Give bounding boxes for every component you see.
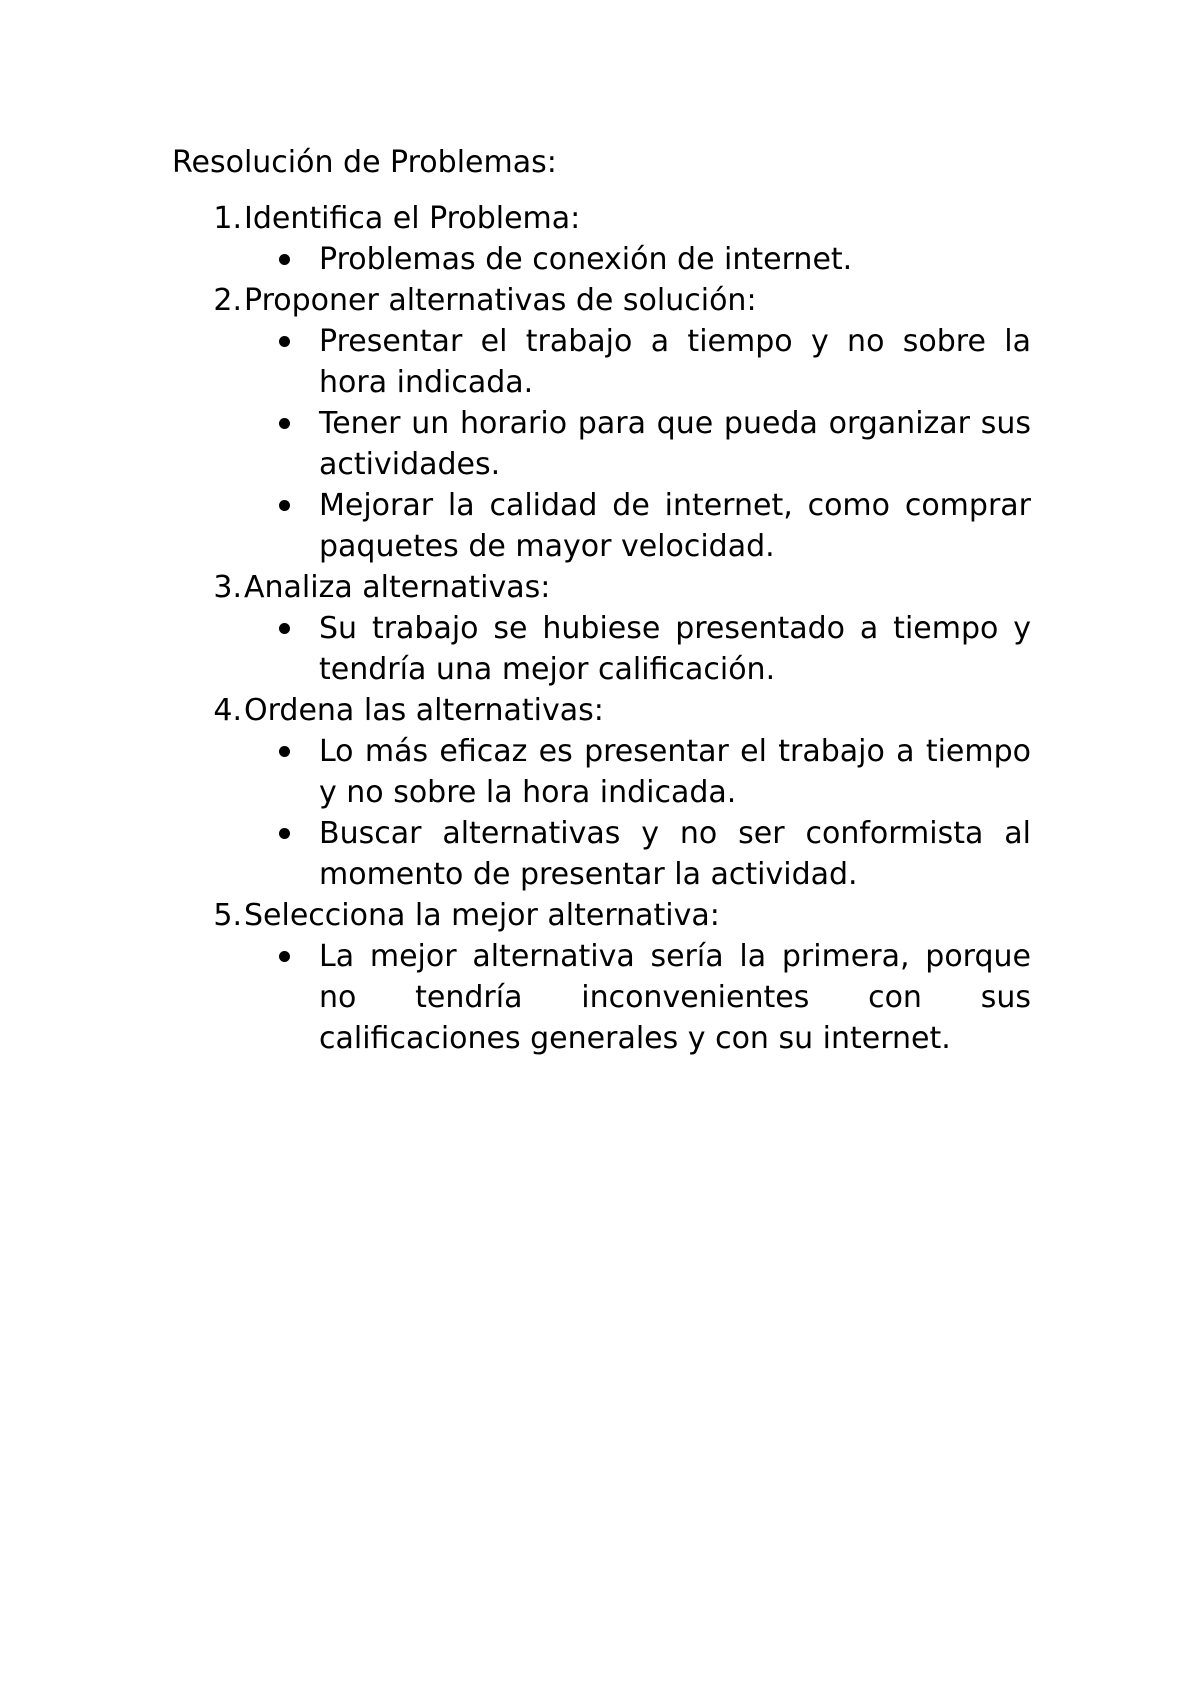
step-label: Identifica el Problema: <box>244 201 581 236</box>
bullet-item <box>0 239 1031 280</box>
step-item <box>0 280 1200 567</box>
step-heading <box>0 895 1200 936</box>
document-title: Resolución de Problemas: <box>172 145 557 180</box>
bullet-text: Mejorar la calidad de internet, como comprar paquetes de mayor velocidad. <box>319 488 1031 564</box>
step-number: 5. <box>213 898 242 933</box>
bullet-dot-icon <box>279 418 290 429</box>
bullet-text: Problemas de conexión de internet. <box>319 242 853 277</box>
steps-list <box>0 198 1200 1059</box>
step-item <box>0 198 1200 280</box>
bullet-text: Lo más eficaz es presentar el trabajo a tiempo y no sobre la hora indicada. <box>319 734 1031 810</box>
step-item <box>0 690 1200 895</box>
step-number: 2. <box>213 283 242 318</box>
bullet-item <box>0 936 1031 1059</box>
bullet-text: Tener un horario para que pueda organizar sus actividades. <box>319 406 1031 482</box>
bullet-dot-icon <box>279 746 290 757</box>
step-heading <box>0 280 1200 321</box>
bullet-text: Su trabajo se hubiese presentado a tiempo y tendría una mejor calificación. <box>319 611 1031 687</box>
bullet-list <box>0 731 1200 895</box>
bullet-dot-icon <box>279 254 290 265</box>
step-label: Ordena las alternativas: <box>244 693 604 728</box>
step-heading <box>0 690 1200 731</box>
bullet-dot-icon <box>279 828 290 839</box>
bullet-text: La mejor alternativa sería la primera, porque no tendría inconvenientes con sus calificaciones generales y con su internet. <box>319 939 1031 1056</box>
bullet-dot-icon <box>279 951 290 962</box>
step-item <box>0 895 1200 1059</box>
step-heading <box>0 567 1200 608</box>
bullet-item <box>0 813 1031 895</box>
bullet-list <box>0 608 1200 690</box>
bullet-item <box>0 403 1031 485</box>
step-number: 1. <box>213 201 242 236</box>
bullet-list <box>0 239 1200 280</box>
bullet-item <box>0 485 1031 567</box>
bullet-item <box>0 321 1031 403</box>
bullet-list <box>0 321 1200 567</box>
step-heading <box>0 198 1200 239</box>
bullet-text: Buscar alternativas y no ser conformista al momento de presentar la actividad. <box>319 816 1031 892</box>
bullet-item <box>0 608 1031 690</box>
step-item <box>0 567 1200 690</box>
step-label: Proponer alternativas de solución: <box>244 283 757 318</box>
step-label: Analiza alternativas: <box>244 570 551 605</box>
step-number: 3. <box>213 570 242 605</box>
bullet-dot-icon <box>279 623 290 634</box>
step-label: Selecciona la mejor alternativa: <box>244 898 720 933</box>
bullet-list <box>0 936 1200 1059</box>
bullet-dot-icon <box>279 500 290 511</box>
bullet-text: Presentar el trabajo a tiempo y no sobre la hora indicada. <box>319 324 1031 400</box>
bullet-item <box>0 731 1031 813</box>
step-number: 4. <box>213 693 242 728</box>
bullet-dot-icon <box>279 336 290 347</box>
